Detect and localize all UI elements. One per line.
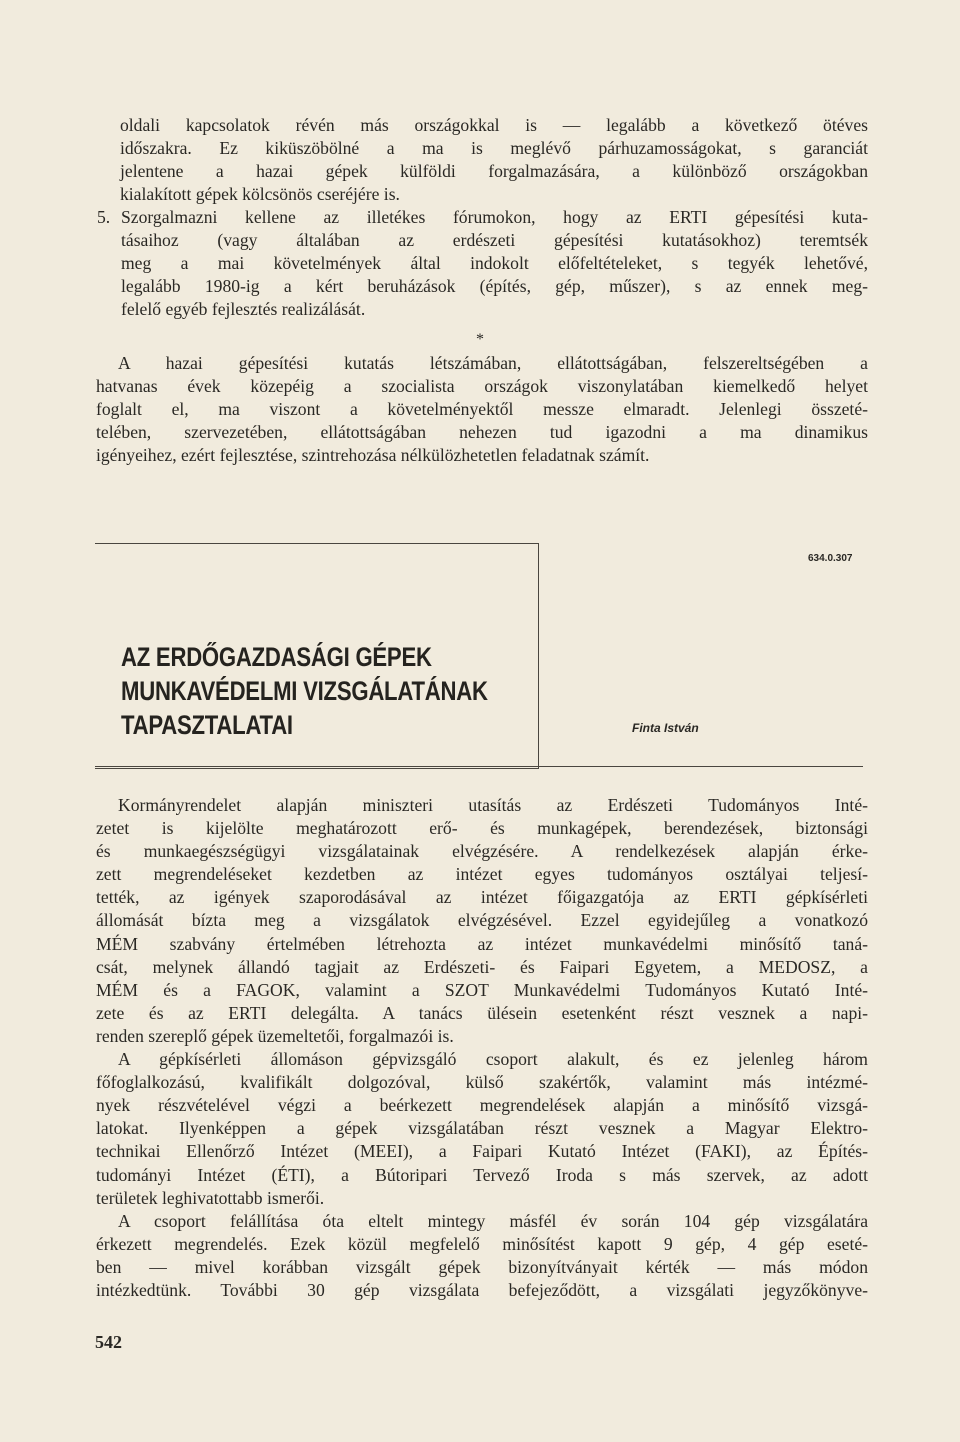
summary-paragraph — [96, 352, 868, 467]
text-line: meg a mai követelmények által indokolt előfeltételeket, s tegyék lehetővé, — [121, 253, 868, 274]
text-line: csát, melynek állandó tagjait az Erdészeti- és Faipari Egyetem, a MEDOSZ, a — [96, 956, 868, 977]
text-line: A gépkísérleti állomáson gépvizsgáló csoport alakult, és ez jelenleg három — [118, 1049, 868, 1070]
list-item-5 — [97, 206, 868, 321]
body-paragraph — [96, 1210, 868, 1302]
text-line: A csoport felállítása óta eltelt mintegy másfél év során 104 gép vizsgálatára — [118, 1210, 868, 1231]
text-line: és munkaegészségügyi vizsgálatainak elvégzésére. A rendelkezések alapján érke- — [96, 841, 868, 862]
text-line: időszakra. Ez kiküszöbölné a ma is meglévő párhuzamosságokat, s garanciát — [120, 138, 868, 159]
text-line: legalább 1980-ig a kért beruházások (építés, gép, műszer), s az ennek meg- — [121, 276, 868, 297]
text-line: zete és az ERTI delegálta. A tanács ülésein esetenként részt vesznek a napi- — [96, 1002, 868, 1023]
title-line: AZ ERDŐGAZDASÁGI GÉPEK — [121, 642, 432, 672]
title-line: MUNKAVÉDELMI VIZSGÁLATÁNAK — [121, 676, 488, 706]
list-number: 5. — [97, 207, 111, 227]
text-line: tudományi Intézet (ÉTI), a Bútoripari Tervező Iroda s más szervek, az adott — [96, 1164, 868, 1185]
text-line: renden szereplő gépek üzemeltetői, forgalmazói is. — [96, 1025, 454, 1046]
body-paragraph — [96, 1048, 868, 1210]
text-line: jelentene a hazai gépek külföldi forgalmazására, a különböző országokban — [120, 161, 868, 182]
text-line: foglalt el, ma viszont a követelményektől messze elmaradt. Jelenlegi összeté- — [96, 399, 868, 420]
text-line: igényeihez, ezért fejlesztése, szintrehozása nélkülözhetetlen feladatnak számít. — [96, 445, 650, 466]
article-body — [96, 794, 868, 1302]
section-separator: * — [476, 331, 484, 348]
text-line: technikai Ellenőrző Intézet (MEEI), a Faipari Kutató Intézet (FAKI), az Építés- — [96, 1141, 868, 1162]
text-line: tásaihoz (vagy általában az erdészeti gépesítési kutatásokhoz) teremtsék — [121, 230, 868, 251]
text-line: felelő egyéb fejlesztés realizálását. — [121, 299, 366, 320]
header-divider — [95, 766, 863, 767]
text-line: latokat. Ilyenképpen a gépek vizsgálatában részt vesznek a Magyar Elektro- — [96, 1118, 868, 1139]
text-line: Szorgalmazni kellene az illetékes fórumokon, hogy az ERTI gépesítési kuta- — [121, 207, 868, 227]
text-line: Kormányrendelet alapján miniszteri utasítás az Erdészeti Tudományos Inté- — [118, 795, 868, 815]
text-line: MÉM szabvány értelmében létrehozta az intézet munkavédelmi minősítő taná- — [96, 933, 868, 954]
text-line: főfoglalkozású, kvalifikált dolgozóval, külső szakértők, valamint más intézmé- — [96, 1072, 868, 1093]
article-title — [121, 640, 488, 742]
page-number: 542 — [95, 1332, 122, 1352]
text-line: hatvanas évek közepéig a szocialista országok viszonylatában kiemelkedő helyet — [96, 376, 868, 397]
text-line: érkezett megrendelés. Ezek közül megfelelő minősítést kapott 9 gép, 4 gép eseté- — [96, 1233, 868, 1254]
text-line: MÉM és a FAGOK, valamint a SZOT Munkavédelmi Tudományos Kutató Inté- — [96, 979, 868, 1000]
text-line: kialakított gépek kölcsönös cseréjére is. — [120, 184, 400, 205]
text-line: oldali kapcsolatok révén más országokkal is — legalább a következő ötéves — [120, 115, 868, 135]
text-line: területek leghivatottabb ismerői. — [96, 1187, 325, 1208]
text-line: tették, az igények szaporodásával az intézet főigazgatója az ERTI gépkísérleti — [96, 887, 868, 908]
text-line: intézkedtünk. További 30 gép vizsgálata befejeződött, a vizsgálati jegyzőkönyve- — [96, 1279, 868, 1300]
text-line: zett megrendeléseket kezdetben az intézet egyes tudományos osztályai teljesí- — [96, 864, 868, 885]
continuation-paragraph — [120, 114, 868, 206]
title-line: TAPASZTALATAI — [121, 710, 293, 740]
text-line: állomását bízta meg a vizsgálatok elvégzésével. Ezzel egyidejűleg a vonatkozó — [96, 910, 868, 931]
text-line: ben — mivel korábban vizsgált gépek bizonyítványait kérték — más módon — [96, 1256, 868, 1277]
text-line: zetet is kijelölte meghatározott erő- és munkagépek, berendezések, biztonsági — [96, 818, 868, 839]
udc-code: 634.0.307 — [808, 553, 853, 564]
text-line: telében, szervezetében, ellátottságában nehezen tud igazodni a ma dinamikus — [96, 422, 868, 443]
text-line: A hazai gépesítési kutatás létszámában, ellátottságában, felszereltségében a — [118, 353, 868, 373]
body-paragraph — [96, 794, 868, 1048]
text-line: nyek részvételével végzi a beérkezett megrendelések alapján a minősítő vizsgá- — [96, 1095, 868, 1116]
article-author: Finta István — [632, 721, 699, 735]
